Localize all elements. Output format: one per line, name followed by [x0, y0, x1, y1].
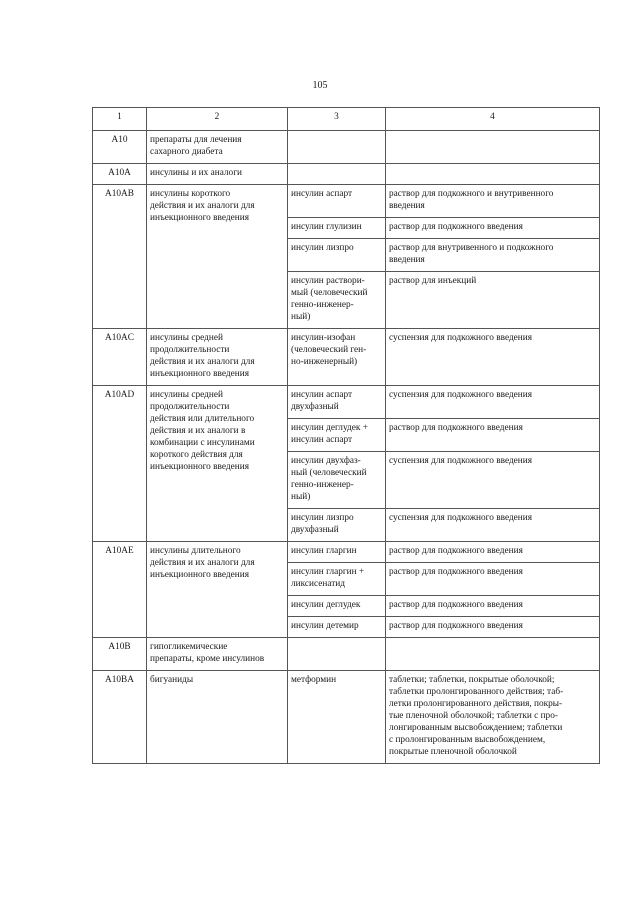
dosage-form-cell: [386, 185, 600, 218]
group-name: инсулины средней продолжительности действия и их аналоги для инъекционного введения: [150, 333, 255, 379]
table-row: [93, 542, 600, 563]
page-number: 105: [312, 80, 328, 91]
dosage-form-cell: [386, 617, 600, 638]
atc-code: A10B: [108, 642, 131, 652]
table-row: [93, 164, 600, 185]
dosage-form: таблетки; таблетки, покрытые оболочкой; таблетки пролонгированного действия; таб- летки пролонгированного действия, покры- тые пленочной оболочкой; таблетки с про- лонгированным высвобождением; таблетки с пролонгированным высвобождением, покрытые пленочной оболочкой: [389, 675, 564, 757]
drug-name-cell: [288, 218, 386, 239]
dosage-form: суспензия для подкожного введения: [389, 390, 533, 400]
dosage-form: раствор для подкожного введения: [389, 567, 523, 577]
group-name-cell: [147, 164, 288, 185]
column-header: 2: [147, 108, 288, 131]
table-row: [93, 185, 600, 218]
dosage-form-cell: [386, 419, 600, 452]
dosage-form: суспензия для подкожного введения: [389, 456, 533, 466]
table-row: [93, 329, 600, 386]
drug-name-cell: [288, 542, 386, 563]
dosage-form: раствор для подкожного введения: [389, 621, 523, 631]
group-name-cell: [147, 542, 288, 638]
dosage-form-cell: [386, 452, 600, 509]
drug-name: инсулин деглудек + инсулин аспарт: [291, 423, 368, 445]
dosage-form: раствор для подкожного введения: [389, 222, 523, 232]
drug-name-cell: [288, 185, 386, 218]
group-name: гипогликемические препараты, кроме инсулинов: [150, 642, 265, 664]
table-row: [93, 386, 600, 419]
drug-name-cell: [288, 131, 386, 164]
drug-name-cell: [288, 239, 386, 272]
table-row: [93, 638, 600, 671]
dosage-form-cell: [386, 596, 600, 617]
group-name-cell: [147, 638, 288, 671]
drug-name-cell: [288, 596, 386, 617]
dosage-form-cell: [386, 671, 600, 764]
group-name: инсулины средней продолжительности действия или длительного действия и их аналоги в комбинации с инсулинами короткого действия для инъекционного введения: [150, 390, 255, 472]
drug-name-cell: [288, 329, 386, 386]
drug-name-cell: [288, 638, 386, 671]
group-name: инсулины длительного действия и их аналоги для инъекционного введения: [150, 546, 255, 580]
drug-name-cell: [288, 452, 386, 509]
drug-name-cell: [288, 617, 386, 638]
dosage-form: суспензия для подкожного введения: [389, 333, 533, 343]
atc-code-cell: [93, 131, 147, 164]
drug-name: инсулин лизпро двухфазный: [291, 513, 354, 535]
dosage-form-cell: [386, 638, 600, 671]
drug-name-cell: [288, 386, 386, 419]
dosage-form-cell: [386, 386, 600, 419]
table-row: [93, 671, 600, 764]
drug-name: инсулин глулизин: [291, 222, 362, 232]
dosage-form-cell: [386, 164, 600, 185]
dosage-form-cell: [386, 131, 600, 164]
drug-name-cell: [288, 419, 386, 452]
dosage-form-cell: [386, 218, 600, 239]
dosage-form-cell: [386, 563, 600, 596]
atc-code-cell: [93, 386, 147, 542]
drug-name-cell: [288, 509, 386, 542]
atc-code-cell: [93, 542, 147, 638]
dosage-form: раствор для подкожного введения: [389, 423, 523, 433]
drug-name: метформин: [291, 675, 337, 685]
dosage-form-cell: [386, 329, 600, 386]
atc-code: A10AE: [105, 546, 134, 556]
atc-code-cell: [93, 638, 147, 671]
column-header: 4: [386, 108, 600, 131]
group-name-cell: [147, 386, 288, 542]
drug-name-cell: [288, 272, 386, 329]
drug-name: инсулин детемир: [291, 621, 359, 631]
drug-name: инсулин гларгин: [291, 546, 357, 556]
dosage-form: раствор для подкожного и внутривенного введения: [389, 189, 554, 211]
group-name: инсулины и их аналоги: [150, 168, 242, 178]
drug-classification-table: [92, 107, 600, 764]
drug-name: инсулин лизпро: [291, 243, 354, 253]
atc-code: A10A: [108, 168, 131, 178]
dosage-form: раствор для подкожного введения: [389, 600, 523, 610]
dosage-form: суспензия для подкожного введения: [389, 513, 533, 523]
atc-code-cell: [93, 329, 147, 386]
dosage-form-cell: [386, 509, 600, 542]
atc-code: A10BA: [105, 675, 134, 685]
atc-code-cell: [93, 671, 147, 764]
drug-name: инсулин двухфаз- ный (человеческий генно-инженер- ный): [291, 456, 367, 502]
group-name-cell: [147, 185, 288, 329]
atc-code-cell: [93, 164, 147, 185]
group-name-cell: [147, 329, 288, 386]
drug-name: инсулин аспарт: [291, 189, 353, 199]
dosage-form: раствор для инъекций: [389, 276, 477, 286]
drug-name: инсулин аспарт двухфазный: [291, 390, 353, 412]
drug-name-cell: [288, 164, 386, 185]
dosage-form-cell: [386, 272, 600, 329]
dosage-form: раствор для подкожного введения: [389, 546, 523, 556]
atc-code: A10AD: [104, 390, 135, 400]
group-name: препараты для лечения сахарного диабета: [150, 135, 242, 157]
atc-code: A10: [111, 135, 128, 145]
drug-name-cell: [288, 563, 386, 596]
drug-name: инсулин раствори- мый (человеческий генно-инженер- ный): [291, 276, 368, 322]
group-name-cell: [147, 131, 288, 164]
atc-code: A10AC: [105, 333, 134, 343]
dosage-form-cell: [386, 542, 600, 563]
group-name: бигуаниды: [150, 675, 194, 685]
group-name: инсулины короткого действия и их аналоги для инъекционного введения: [150, 189, 255, 223]
dosage-form: раствор для внутривенного и подкожного введения: [389, 243, 554, 265]
atc-code-cell: [93, 185, 147, 329]
atc-code: A10AB: [105, 189, 134, 199]
table-header-row: [93, 108, 600, 131]
drug-name: инсулин-изофан (человеческий ген- но-инженерный): [291, 333, 367, 367]
group-name-cell: [147, 671, 288, 764]
dosage-form-cell: [386, 239, 600, 272]
column-header: 1: [93, 108, 147, 131]
drug-name: инсулин деглудек: [291, 600, 361, 610]
table-row: [93, 131, 600, 164]
drug-name: инсулин гларгин + ликсисенатид: [291, 567, 365, 589]
column-header: 3: [288, 108, 386, 131]
drug-name-cell: [288, 671, 386, 764]
